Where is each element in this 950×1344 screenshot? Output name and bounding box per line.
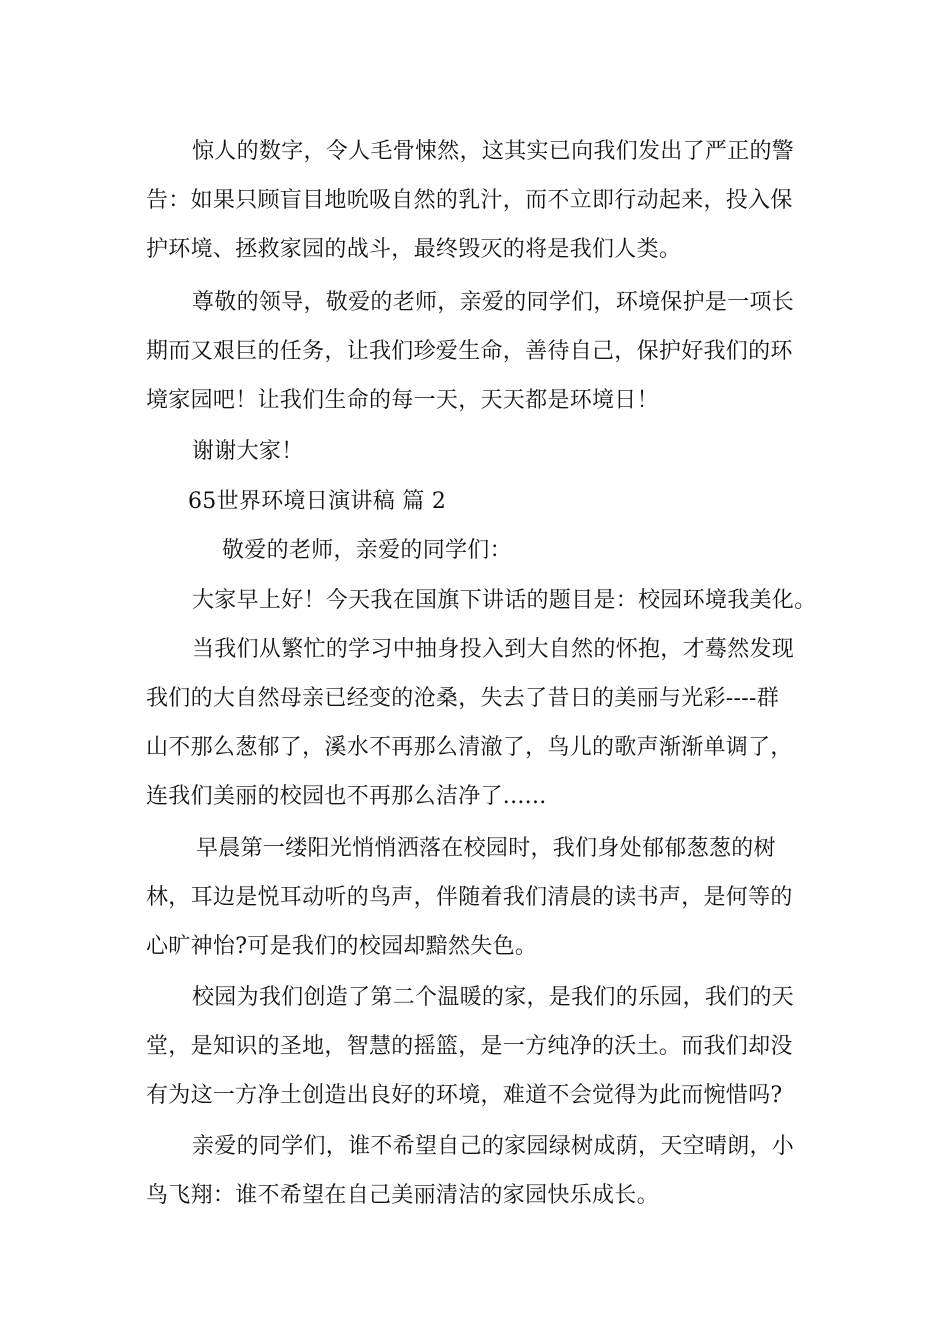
paragraph-line: 早晨第一缕阳光悄悄洒落在校园时，我们身处郁郁葱葱的树 [196,836,776,861]
section-heading: 65世界环境日演讲稿 篇 2 [188,489,447,514]
paragraph-line: 山不那么葱郁了，溪水不再那么清澈了，鸟儿的歌声渐渐单调了， [146,735,793,760]
paragraph-line: 有为这一方净土创造出良好的环境，难道不会觉得为此而惋惜吗? [146,1083,783,1108]
paragraph-line: 心旷神怡?可是我们的校园却黯然失色。 [146,934,538,959]
paragraph-line: 我们的大自然母亲已经变的沧桑，失去了昔日的美丽与光彩----群 [146,686,780,711]
paragraph-line: 境家园吧！让我们生命的每一天，天天都是环境日！ [146,388,659,413]
paragraph-line: 林，耳边是悦耳动听的鸟声，伴随着我们清晨的读书声，是何等的 [146,885,793,910]
paragraph-line: 护环境、拯救家园的战斗，最终毁灭的将是我们人类。 [146,237,682,262]
paragraph-line: 鸟飞翔：谁不希望在自己美丽清洁的家园快乐成长。 [146,1183,659,1208]
paragraph-line: 堂，是知识的圣地，智慧的摇篮，是一方纯净的沃土。而我们却没 [146,1034,793,1059]
paragraph-line: 尊敬的领导，敬爱的老师，亲爱的同学们，环境保护是一项长 [192,290,795,315]
paragraph-line: 期而又艰巨的任务，让我们珍爱生命，善待自己，保护好我们的环 [146,339,793,364]
closing-line: 谢谢大家！ [192,439,304,464]
paragraph-line: 大家早上好！今天我在国旗下讲话的题目是：校园环境我美化。 [192,588,816,613]
paragraph-line: 校园为我们创造了第二个温暖的家，是我们的乐园，我们的天 [192,985,795,1010]
paragraph-line: 连我们美丽的校园也不再那么洁净了...... [146,784,547,809]
paragraph-line: 当我们从繁忙的学习中抽身投入到大自然的怀抱，才蓦然发现 [192,637,795,662]
salutation-line: 敬爱的老师，亲爱的同学们： [222,538,512,563]
paragraph-line: 告：如果只顾盲目地吮吸自然的乳汁，而不立即行动起来，投入保 [146,188,793,213]
paragraph-line: 亲爱的同学们，谁不希望自己的家园绿树成荫，天空晴朗，小 [192,1134,795,1159]
paragraph-line: 惊人的数字，令人毛骨悚然，这其实已向我们发出了严正的警 [192,139,795,164]
